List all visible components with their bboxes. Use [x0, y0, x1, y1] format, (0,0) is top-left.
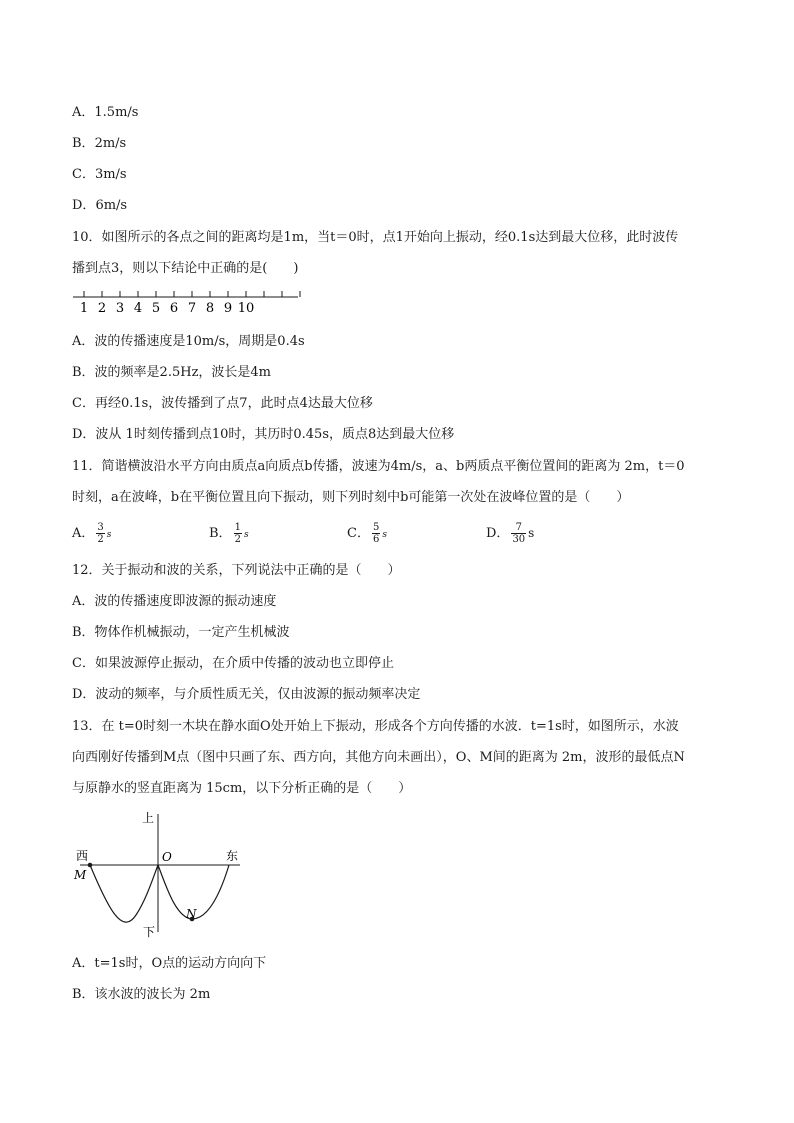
- q10-stem-line1: 10．如图所示的各点之间的距离均是1m，当t＝0时，点1开始向上振动，经0.1s达到最大位移，此时波传: [72, 230, 679, 245]
- q13-option-a: A．t=1s时，O点的运动方向向下: [72, 956, 267, 971]
- ruler-point-label: 7: [187, 301, 197, 316]
- ruler-point-label: 8: [205, 301, 215, 316]
- ruler-point-label: 10: [237, 301, 255, 316]
- q12-stem: 12．关于振动和波的关系，下列说法中正确的是（ ）: [72, 563, 401, 578]
- q9-option-a: A．1.5m/s: [72, 105, 139, 120]
- q11-option-c: C． $\frac{5}{6}$ s: [347, 522, 387, 545]
- q12-option-a: A．波的传播速度即波源的振动速度: [72, 594, 277, 609]
- q12-option-b: B．物体作机械振动，一定产生机械波: [72, 625, 290, 640]
- label-up: 上: [142, 811, 155, 825]
- q9-option-d: D．6m/s: [72, 198, 128, 213]
- q11-option-b: B． $\frac{1}{2}$ s: [209, 522, 249, 545]
- q10-option-d: D．波从 1时刻传播到点10时，其历时0.45s，质点8达到最大位移: [72, 427, 455, 442]
- q13-stem-line1: 13．在 t=0时刻一木块在静水面O处开始上下振动，形成各个方向传播的水波．t=1s时，如图所示，水波: [72, 719, 679, 734]
- q11-stem-line2: 时刻，a在波峰，b在平衡位置且向下振动，则下列时刻中b可能第一次处在波峰位置的是（ ）: [72, 490, 630, 505]
- ruler-point-label: 9: [223, 301, 233, 316]
- ruler-point-label: 2: [97, 301, 107, 316]
- q10-option-a: A．波的传播速度是10m/s，周期是0.4s: [72, 334, 305, 349]
- q10-option-b: B．波的频率是2.5Hz，波长是4m: [72, 365, 272, 380]
- point-m-marker: [88, 863, 93, 868]
- ruler-point-label: 1: [79, 301, 89, 316]
- q13-stem-line3: 与原静水的竖直距离为 15cm，以下分析正确的是（ ）: [72, 781, 412, 796]
- q13-stem-line2: 向西刚好传播到M点（图中只画了东、西方向，其他方向未画出），O、M间的距离为 2m，波形的最低点N: [72, 750, 685, 765]
- label-west: 西: [76, 849, 89, 863]
- q13-wave-diagram: [70, 808, 250, 944]
- q9-option-b: B．2m/s: [72, 136, 127, 151]
- label-east: 东: [226, 849, 239, 863]
- q10-stem-line2: 播到点3，则以下结论中正确的是( ): [72, 261, 299, 276]
- ruler-point-label: 3: [115, 301, 125, 316]
- q11-stem-line1: 11．简谐横波沿水平方向由质点a向质点b传播，波速为4m/s，a、b两质点平衡位置间的距离为 2m，t＝0: [72, 459, 685, 474]
- q9-option-c: C．3m/s: [72, 167, 127, 182]
- q11-option-a: A． $\frac{3}{2}$ s: [72, 522, 112, 545]
- label-o: O: [162, 850, 172, 864]
- q10-option-c: C．再经0.1s，波传播到了点7，此时点4达最大位移: [72, 396, 373, 411]
- ruler-point-label: 5: [151, 301, 161, 316]
- q10-point-ruler: [70, 285, 310, 317]
- q12-option-c: C．如果波源停止振动，在介质中传播的波动也立即停止: [72, 656, 394, 671]
- ruler-point-label: 6: [169, 301, 179, 316]
- label-m: M: [74, 868, 87, 882]
- q12-option-d: D．波动的频率，与介质性质无关，仅由波源的振动频率决定: [72, 687, 421, 702]
- q13-option-b: B．该水波的波长为 2m: [72, 987, 211, 1002]
- label-down: 下: [143, 925, 156, 939]
- ruler-point-label: 4: [133, 301, 143, 316]
- q11-option-d: D． $\frac{7}{30}$ s: [486, 522, 535, 545]
- label-n: N: [186, 907, 197, 921]
